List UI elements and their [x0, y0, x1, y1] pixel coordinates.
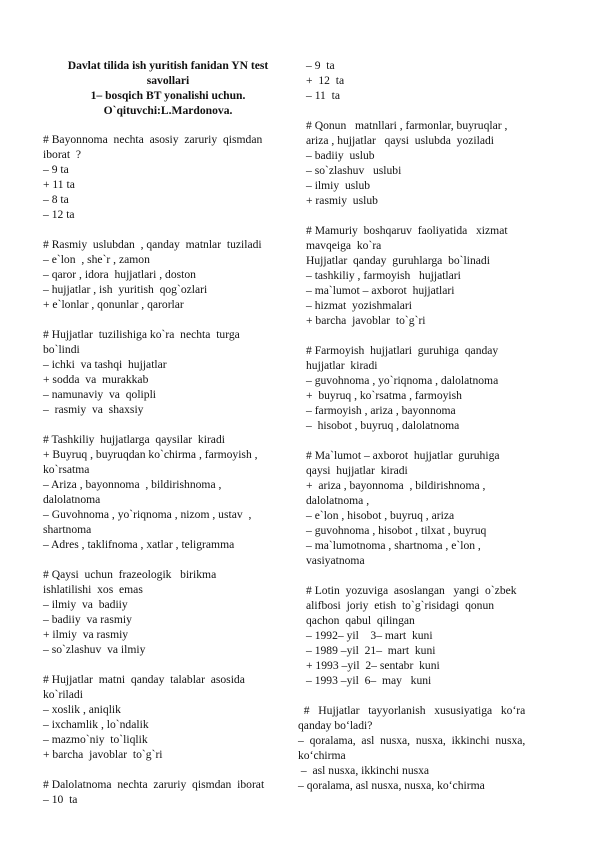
question-block [43, 672, 293, 762]
answer-line: qanday bo‘ladi? [298, 719, 373, 732]
answer-line: – hizmat yozishmalari [306, 299, 412, 312]
answer-line: – so`zlashuv va ilmiy [43, 643, 146, 656]
question-text: # Hujjatlar tayyorlanish xususiyatiga ko‘ra [298, 704, 526, 717]
question-block [43, 237, 293, 312]
answer-line: – so`zlashuv uslubi [306, 164, 402, 177]
question-block [43, 777, 293, 807]
answer-line: + Buyruq , buyruqdan ko`chirma , farmoyish , [43, 448, 258, 461]
left-column [43, 58, 293, 822]
right-column [298, 58, 554, 808]
answer-line: + rasmiy uslub [306, 194, 378, 207]
answer-line: – guvohnoma , hisobot , tilxat , buyruq [306, 524, 487, 537]
answer-line: – hisobot , buyruq , dalolatnoma [306, 419, 460, 432]
question-block [306, 583, 554, 688]
question-block [306, 343, 554, 433]
answer-line: ishlatilishi xos emas [43, 583, 143, 596]
answer-line: ko`rsatma [43, 463, 90, 476]
answer-line: – badiiy uslub [306, 149, 375, 162]
answer-line: + barcha javoblar to`g`ri [306, 314, 426, 327]
answer-line: – Guvohnoma , yo`riqnoma , nizom , ustav , [43, 508, 252, 521]
question-text: # Qonun matnllari , farmonlar, buyruqlar , [306, 119, 508, 132]
answer-line: + sodda va murakkab [43, 373, 149, 386]
answer-line: – qoralama, asl nusxa, nusxa, ikkinchi nusxa, [298, 734, 526, 747]
answer-line: – guvohnoma , yo`riqnoma , dalolatnoma [306, 374, 499, 387]
answer-line: – 9 ta [306, 59, 335, 72]
answer-line: – 1989 –yil 21– mart kuni [306, 644, 436, 657]
question-text: # Ma`lumot – axborot hujjatlar guruhiga [306, 449, 500, 462]
answer-line: – mazmo`niy to`liqlik [43, 733, 148, 746]
answer-line: + buyruq , ko`rsatma , farmoyish [306, 389, 462, 402]
answer-line: – 9 ta [43, 163, 69, 176]
question-block [306, 223, 554, 328]
question-text: # Dalolatnoma nechta zaruriy qismdan iborat [43, 778, 265, 791]
question-block [43, 327, 293, 417]
document-title [43, 58, 293, 118]
question-text: # Farmoyish hujjatlari guruhiga qanday [306, 344, 499, 357]
answer-line: ko‘chirma [298, 749, 346, 762]
answer-line: – 10 ta [43, 793, 78, 806]
answer-line: – ilmiy uslub [306, 179, 371, 192]
title-line: O`qituvchi:L.Mardonova. [103, 104, 233, 117]
answer-line: – 11 ta [306, 89, 341, 102]
answer-line: + 11 ta [43, 178, 75, 191]
answer-line: – 1992– yil 3– mart kuni [306, 629, 433, 642]
question-block [298, 703, 554, 793]
question-text: # Hujjatlar tuzilishiga ko`ra nechta turga [43, 328, 240, 341]
answer-line: + 12 ta [306, 74, 345, 87]
answer-line: dalolatnoma , [306, 494, 370, 507]
question-text: # Bayonnoma nechta asosiy zaruriy qismdan [43, 133, 263, 146]
answer-line: bo`lindi [43, 343, 80, 356]
answer-line: qachon qabul qilingan [306, 614, 415, 627]
answer-line: – qoralama, asl nusxa, nusxa, ko‘chirma [298, 779, 485, 792]
question-text: # Tashkiliy hujjatlarga qaysilar kiradi [43, 433, 225, 446]
answer-line: + barcha javoblar to`g`ri [43, 748, 163, 761]
question-block [306, 58, 554, 103]
answer-line: – ma`lumotnoma , shartnoma , e`lon , [306, 539, 481, 552]
question-block [306, 118, 554, 208]
answer-line: shartnoma [43, 523, 92, 536]
question-text: # Qaysi uchun frazeologik birikma [43, 568, 217, 581]
answer-line: – xoslik , aniqlik [43, 703, 121, 716]
answer-line: + e`lonlar , qonunlar , qarorlar [43, 298, 184, 311]
answer-line: – badiiy va rasmiy [43, 613, 132, 626]
answer-line: ko`riladi [43, 688, 83, 701]
answer-line: – hujjatlar , ish yuritish qog`ozlari [43, 283, 208, 296]
answer-line: – rasmiy va shaxsiy [43, 403, 144, 416]
answer-line: – 12 ta [43, 208, 75, 221]
right-question-list [306, 58, 554, 688]
question-block [43, 567, 293, 657]
answer-line: + ariza , bayonnoma , bildirishnoma , [306, 479, 486, 492]
answer-line: – namunaviy va qolipli [43, 388, 157, 401]
answer-line: – qaror , idora hujjatlari , doston [43, 268, 196, 281]
answer-line: – ixchamlik , lo`ndalik [43, 718, 149, 731]
answer-line: + ilmiy va rasmiy [43, 628, 129, 641]
question-text: # Lotin yozuviga asoslangan yangi o`zbek [306, 584, 517, 597]
answer-line: qaysi hujjatlar kiradi [306, 464, 408, 477]
answer-line: – e`lon , hisobot , buyruq , ariza [306, 509, 455, 522]
answer-line: hujjatlar kiradi [306, 359, 378, 372]
answer-line: vasiyatnoma [306, 554, 365, 567]
question-text: # Hujjatlar matni qanday talablar asosida [43, 673, 245, 686]
answer-line: – asl nusxa, ikkinchi nusxa [298, 764, 430, 777]
title-line: Davlat tilida ish yuritish fanidan YN test [67, 59, 269, 72]
question-text: # Mamuriy boshqaruv faoliyatida xizmat [306, 224, 508, 237]
answer-line: + 1993 –yil 2– sentabr kuni [306, 659, 440, 672]
answer-line: – 8 ta [43, 193, 69, 206]
title-line: savollari [146, 74, 190, 87]
answer-line: – farmoyish , ariza , bayonnoma [306, 404, 456, 417]
left-question-list [43, 132, 293, 807]
answer-line: ariza , hujjatlar qaysi uslubda yoziladi [306, 134, 495, 147]
answer-line: mavqeiga ko`ra [306, 239, 382, 252]
question-text: # Rasmiy uslubdan , qanday matnlar tuziladi [43, 238, 262, 251]
answer-line: – ma`lumot – axborot hujjatlari [306, 284, 455, 297]
question-block [43, 132, 293, 222]
answer-line: – Adres , taklifnoma , xatlar , teligramma [43, 538, 235, 551]
answer-line: – Ariza , bayonnoma , bildirishnoma , [43, 478, 222, 491]
answer-line: Hujjatlar qanday guruhlarga bo`linadi [306, 254, 490, 267]
answer-line: dalolatnoma [43, 493, 101, 506]
answer-line: alifbosi joriy etish to`g`risidagi qonun [306, 599, 495, 612]
answer-line: – e`lon , she`r , zamon [43, 253, 150, 266]
title-line: 1– bosqich BT yonalishi uchun. [90, 89, 246, 102]
answer-line: – 1993 –yil 6– may kuni [306, 674, 432, 687]
answer-line: – ichki va tashqi hujjatlar [43, 358, 167, 371]
answer-line: – ilmiy va badiiy [43, 598, 128, 611]
answer-line: – tashkiliy , farmoyish hujjatlari [306, 269, 461, 282]
question-block [43, 432, 293, 552]
question-block [306, 448, 554, 568]
answer-line: iborat ? [43, 148, 81, 161]
